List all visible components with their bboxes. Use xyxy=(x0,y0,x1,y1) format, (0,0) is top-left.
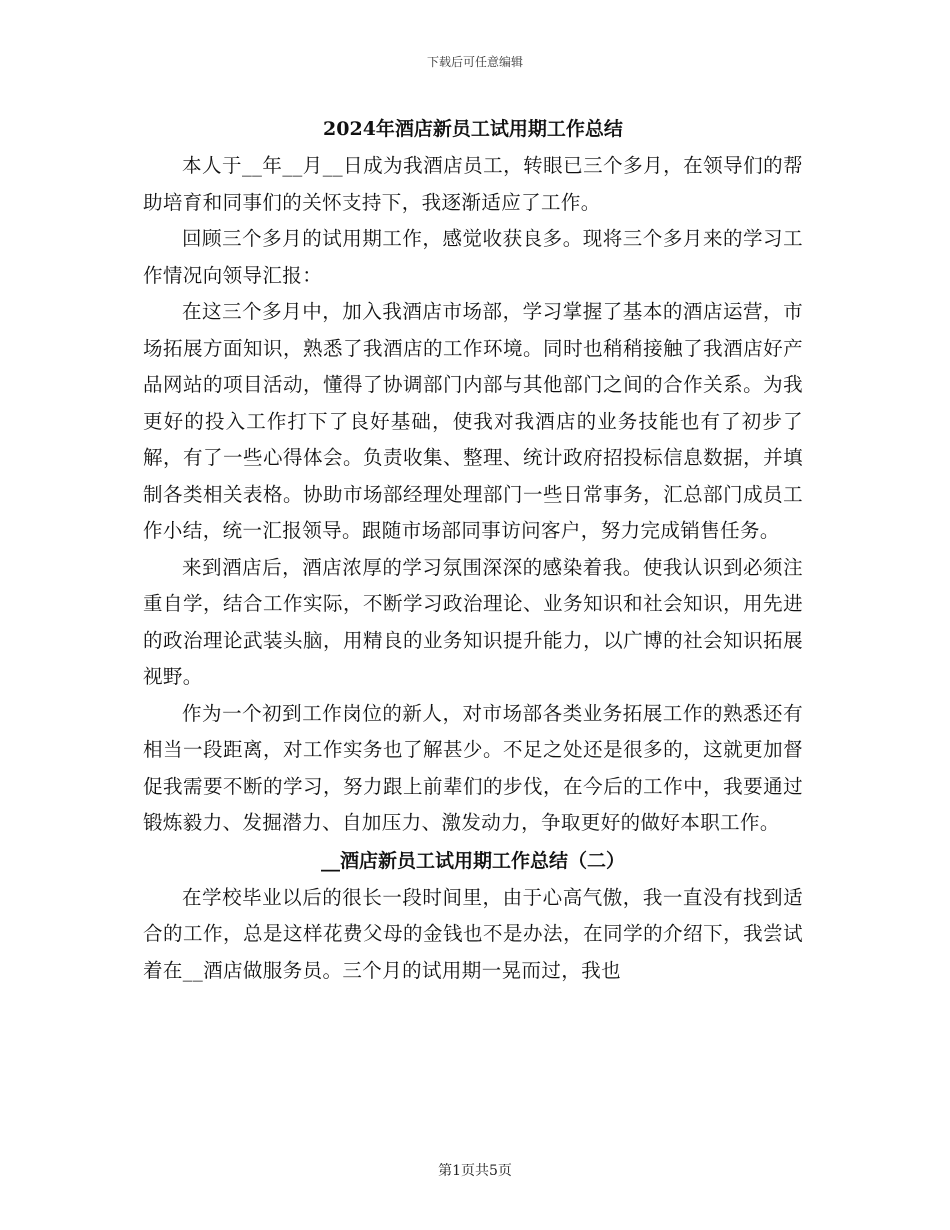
section-2-paragraph: 在学校毕业以后的很长一段时间里，由于心高气傲，我一直没有找到适合的工作，总是这样花费父母的金钱也不是办法，在同学的介绍下，我尝试着在__酒店做服务员。三个月的试用期一晃而过，我也 xyxy=(143,885,803,982)
page-number-footer: 第1页共5页 xyxy=(438,1163,512,1179)
paragraph-review: 回顾三个多月的试用期工作，感觉收获良多。现将三个多月来的学习工作情况向领导汇报： xyxy=(143,227,803,287)
section-2-title: __酒店新员工试用期工作总结（二） xyxy=(320,849,625,872)
paragraph-learning: 来到酒店后，酒店浓厚的学习氛围深深的感染着我。使我认识到必须注重自学，结合工作实际，不断学习政治理论、业务知识和社会知识，用先进的政治理论武装头脑，用精良的业务知识提升能力，以广博的社会知识拓展视野。 xyxy=(143,555,803,688)
paragraph-intro: 本人于__年__月__日成为我酒店员工，转眼已三个多月，在领导们的帮助培育和同事们的关怀支持下，我逐渐适应了工作。 xyxy=(143,154,803,214)
document-title: 2024年酒店新员工试用期工作总结 xyxy=(323,118,623,140)
document-body xyxy=(143,112,803,989)
paragraph-shortcomings: 作为一个初到工作岗位的新人，对市场部各类业务拓展工作的熟悉还有相当一段距离，对工作实务也了解甚少。不足之处还是很多的，这就更加督促我需要不断的学习，努力跟上前辈们的步伐，在今后的工作中，我要通过锻炼毅力、发掘潜力、自加压力、激发动力，争取更好的做好本职工作。 xyxy=(143,701,803,834)
paragraph-work-details: 在这三个多月中，加入我酒店市场部，学习掌握了基本的酒店运营，市场拓展方面知识，熟悉了我酒店的工作环境。同时也稍稍接触了我酒店好产品网站的项目活动，懂得了协调部门内部与其他部门之间的合作关系。为我更好的投入工作打下了良好基础，使我对我酒店的业务技能也有了初步了解，有了一些心得体会。负责收集、整理、统计政府招投标信息数据，并填制各类相关表格。协助市场部经理处理部门一些日常事务，汇总部门成员工作小结，统一汇报领导。跟随市场部同事访问客户，努力完成销售任务。 xyxy=(143,300,803,542)
page-header-note: 下载后可任意编辑 xyxy=(426,55,523,69)
